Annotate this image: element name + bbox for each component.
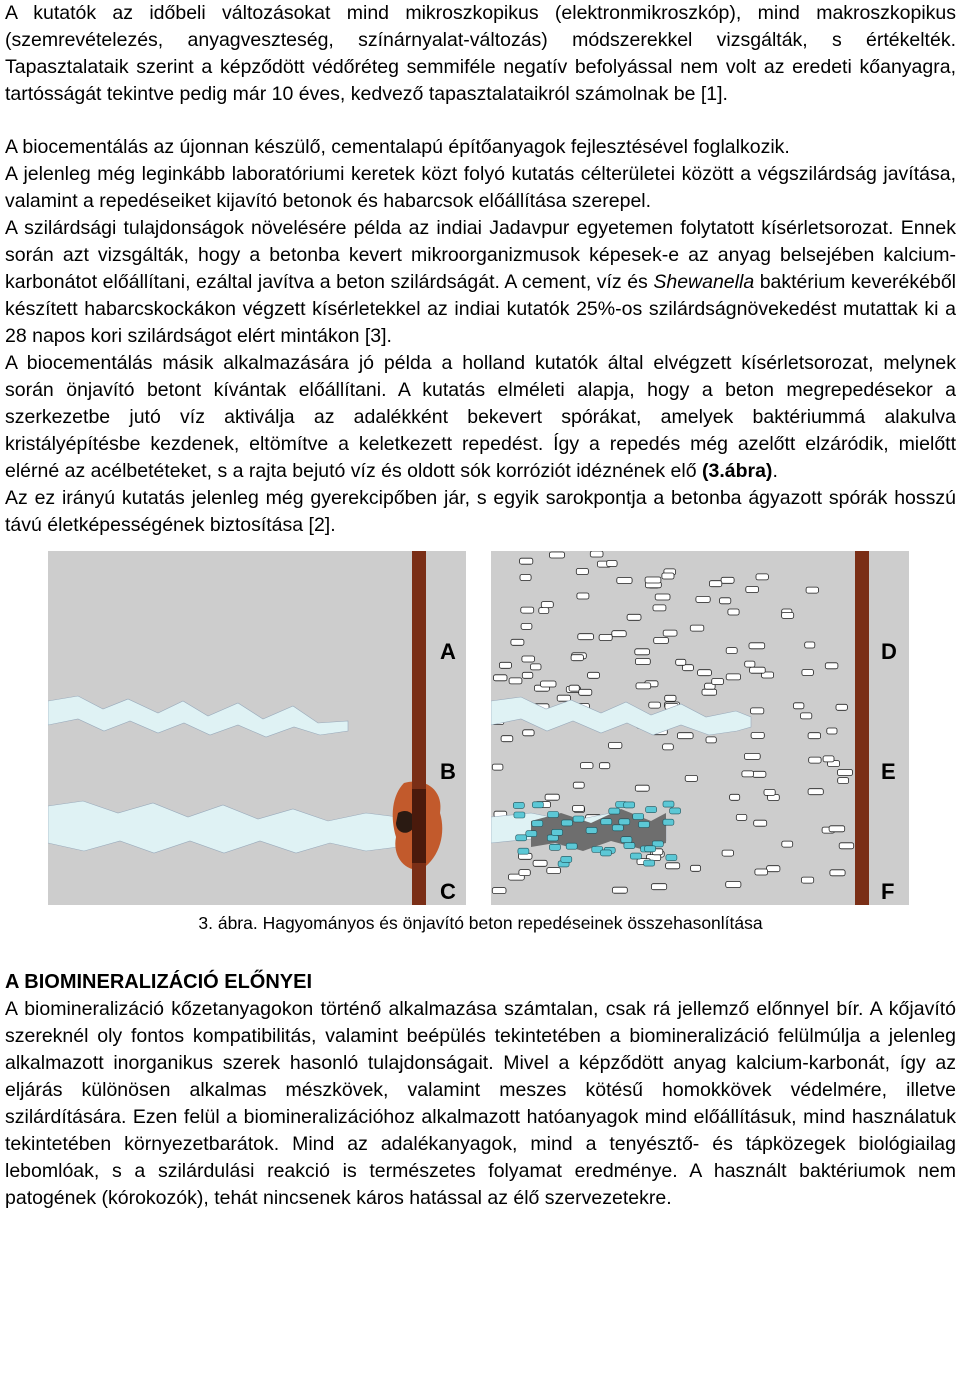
label-d: D [881, 639, 897, 664]
spore [545, 794, 559, 800]
spore [636, 683, 651, 689]
italic-species: Shewanella [653, 271, 755, 293]
spore [522, 672, 533, 678]
spore [800, 713, 811, 719]
calcite-crystal [513, 802, 524, 808]
spore [793, 703, 804, 709]
paragraph-biocementation-lab: A jelenleg még leginkább laboratóriumi keretek közt folyó kutatás célterületei között a végszilárdság javítása, valamint a repedéseiket kijavító betonok és habarcsok előállítása szerepel. [5, 163, 956, 212]
spore [754, 820, 767, 826]
spore [720, 598, 731, 604]
spore [578, 634, 594, 640]
calcite-crystal [586, 827, 597, 833]
spore [721, 577, 734, 583]
spacer [5, 108, 956, 134]
paragraph-evaluation: A kutatók az időbeli változásokat mind mikroszkopikus (elektronmikroszkóp), mind makroszkopikus (szemrevételezés, anyagveszteség, színárnyalat-változás) módszerekkel vizsgálták, s értékelték. Tapasztalataik szerint a képződött védőréteg semmiféle negatív befolyással nem volt az eredeti kőanyagra, tartósságát tekintve pedig már 10 éves, kedvező tapasztalataikról számolnak be [1]. [5, 2, 956, 105]
spore [663, 744, 674, 750]
paragraph-holland-experiment [5, 350, 956, 485]
calcite-crystal [561, 856, 572, 862]
spore [702, 689, 717, 695]
spore [730, 794, 740, 800]
spore [825, 663, 838, 669]
spore [696, 596, 710, 602]
spore [627, 614, 641, 620]
spore [653, 605, 666, 611]
spore [806, 587, 818, 593]
spore [599, 763, 609, 769]
spore [685, 775, 697, 781]
spore [767, 866, 780, 872]
calcite-crystal [644, 860, 655, 866]
spore [541, 681, 557, 687]
spore [836, 704, 847, 710]
spore [722, 850, 733, 856]
rebar-corroded [412, 789, 426, 863]
spore [736, 814, 747, 820]
panel-conventional-drawing [48, 551, 466, 905]
spore [520, 575, 531, 581]
spore [726, 882, 741, 888]
panel-self-healing-drawing [491, 551, 909, 905]
paragraph-advantages: A biomineralizáció kőzetanyagokon történő alkalmazása számtalan, csak rá jellemző előnnyel bír. A kőjavító szereknél oly fontos kompatibilitás, valamint beépülés tekintetében a biomineralizáció felülmúlja a jelenleg alkalmazott inorganikus szerek hasonló tulajdonságait. Mivel a képződött anyag kalcium-karbonát, így az eljárás különösen alkalmas mészkövek, valamint meszes kötésű homokkövek védelmére, illetve szilárdítására. Ezen felül a biomineralizációhoz alkalmazott hatóanyagok mind előállításuk, mind használatuk tekintetében környezetbarátok. Mind az adalékanyagok, mind a tenyésztő- és tápközegek biológiailag lebomlóak, s a szilárdulási reakció is természetes folyamat eredménye. A használt baktériumok nem patogének (kórokozók), tehát nincsenek káros hatással az élő szervezetekre. [5, 998, 956, 1209]
spore [838, 778, 849, 784]
spore [590, 551, 603, 557]
spore [655, 594, 670, 600]
spore [501, 736, 513, 742]
spore [665, 695, 676, 701]
calcite-crystal [624, 802, 635, 808]
spore [588, 672, 600, 678]
calcite-crystal [624, 843, 635, 849]
label-c: C [440, 879, 456, 904]
spore [830, 870, 845, 876]
spore [494, 675, 508, 681]
spore [726, 648, 737, 654]
spore [520, 558, 533, 564]
spore [712, 679, 724, 685]
spore [573, 806, 585, 812]
calcite-crystal [526, 831, 537, 837]
spore [782, 612, 794, 618]
figure-reference: (3.ábra) [701, 460, 773, 482]
spore [753, 771, 766, 777]
spore [492, 764, 503, 770]
calcite-crystal [566, 843, 577, 849]
calcite-crystal [645, 846, 656, 852]
spore [579, 689, 592, 695]
calcite-crystal [670, 808, 681, 814]
paragraph-india-experiment [5, 215, 956, 350]
calcite-crystal [562, 820, 573, 826]
figure-panel-conventional [48, 551, 466, 905]
spore [573, 782, 584, 788]
calcite-crystal [516, 835, 527, 841]
spore [645, 577, 661, 583]
spore [499, 662, 511, 668]
label-a: A [440, 639, 456, 664]
spore [756, 574, 768, 580]
spore [654, 638, 669, 644]
spore [709, 581, 721, 587]
spore [557, 695, 570, 701]
spore [541, 602, 553, 608]
text-run: baktérium keverékéből készített habarcskockákon végzett kísérletekkel az indiai kutatók 25%-os szilárdságnövekedést mutattak ki a 28 napos kori szilárdságot elért mintákon [3]. [5, 271, 956, 347]
spore [802, 670, 814, 676]
spore [829, 826, 845, 832]
spore [651, 884, 666, 890]
spore [522, 656, 535, 662]
spore [580, 763, 593, 769]
spore [607, 561, 617, 567]
calcite-crystal [663, 819, 674, 825]
spore [521, 623, 532, 629]
spore [751, 732, 764, 738]
spore [726, 674, 740, 680]
section-heading: A BIOMINERALIZÁCIÓ ELŐNYEI [5, 971, 313, 993]
document-page [5, 0, 956, 1212]
figure-panel-self-healing [491, 551, 909, 905]
calcite-crystal [666, 855, 677, 861]
spore [509, 678, 522, 684]
label-f: F [881, 879, 895, 904]
spore [523, 730, 534, 736]
figure-3 [5, 539, 956, 969]
calcite-crystal [601, 819, 612, 825]
spore [839, 843, 854, 849]
spore [599, 635, 612, 641]
calcite-crystal [619, 819, 630, 825]
spore [492, 888, 506, 894]
text-run: A biocementálás másik alkalmazására jó példa a holland kutatók által elvégzett kísérletsorozat, melynek során önjavító betont kívántak előállítani. A kutatás elméleti alapja, hogy a beton megrepedésekor a szerkezetbe jutó víz aktiválja az adalékként bekevert spórákat, amelyek baktériummá alakulva kristályépítésbe kezdenek, eltömítve a keletkezett repedést. Így a repedés még azelőtt elzáródik, mielőtt elérné az acélbetéteket, s a rajta bejutó víz és oldott sók korróziót idéznének elő [5, 352, 956, 482]
calcite-crystal [547, 835, 558, 841]
spore [666, 863, 680, 869]
spore [823, 756, 834, 762]
spore [530, 664, 541, 670]
paragraph-biocementation-intro: A biocementálás az újonnan készülő, cementalapú építőanyagok fejlesztésével foglalkozik. [5, 136, 790, 158]
spore [533, 860, 547, 866]
spore [808, 789, 823, 795]
spore [577, 593, 589, 599]
paragraph-outlook: Az ez irányú kutatás jelenleg még gyerekcipőben jár, s egyik sarokpontja a betonba ágyazott spórák hosszú távú életképességének biztosítása [2]. [5, 487, 956, 536]
spore [744, 753, 760, 759]
spore [617, 578, 632, 584]
spore [677, 733, 693, 739]
spore [706, 737, 716, 743]
spore [749, 643, 765, 649]
spore [764, 789, 775, 795]
spore [698, 670, 712, 676]
spore [676, 659, 686, 665]
spore [750, 667, 766, 673]
spore [612, 887, 627, 893]
calcite-crystal [514, 812, 525, 818]
spore [808, 733, 821, 739]
spore [827, 728, 837, 734]
calcite-crystal [549, 844, 560, 850]
calcite-crystal [552, 829, 563, 835]
spore [691, 865, 701, 871]
calcite-crystal [532, 802, 543, 808]
calcite-crystal [621, 837, 632, 843]
calcite-crystal [532, 821, 543, 827]
calcite-crystal [633, 814, 644, 820]
spore [547, 868, 561, 874]
spore [571, 655, 583, 661]
spore [521, 607, 534, 613]
figure-caption: 3. ábra. Hagyományos és önjavító beton repedéseinek összehasonlítása [198, 913, 763, 933]
label-e: E [881, 759, 896, 784]
calcite-crystal [548, 812, 559, 818]
label-b: B [440, 759, 456, 784]
calcite-crystal [612, 825, 623, 831]
spore [755, 869, 768, 875]
calcite-crystal [518, 848, 529, 854]
spore [805, 642, 815, 648]
spore [728, 609, 739, 615]
rebar-right [855, 551, 869, 905]
spore [609, 742, 622, 748]
spore [635, 785, 649, 791]
spore [635, 659, 650, 665]
spore [612, 631, 626, 637]
spore [519, 870, 530, 876]
spore [751, 708, 764, 714]
spore [801, 877, 813, 883]
spore [662, 573, 674, 579]
spore [745, 661, 755, 667]
spore [550, 552, 565, 558]
spore [576, 569, 588, 575]
spore [511, 639, 524, 645]
spore [838, 770, 853, 776]
spore [649, 702, 661, 708]
spore [635, 649, 650, 655]
spore [539, 608, 549, 614]
spore [782, 841, 793, 847]
calcite-crystal [639, 822, 650, 828]
text-run: A szilárdsági tulajdonságok növelésére példa az indiai Jadavpur egyetemen folytatott kísérletsorozat. Ennek során azt vizsgálták, hogy a betonba kevert mikroorganizmusok képesek-e az anyag belsejében kalcium-karbonátot előállítani, ezáltal javítva a beton szilárdságát. A cement, víz és [5, 217, 956, 293]
calcite-crystal [573, 816, 584, 822]
spore [809, 757, 821, 763]
text-run: . [772, 460, 778, 482]
spore [690, 625, 704, 631]
calcite-crystal [630, 853, 641, 859]
spore [746, 587, 759, 593]
calcite-crystal [646, 807, 657, 813]
spore [663, 630, 677, 636]
calcite-crystal [663, 801, 674, 807]
spore [742, 771, 754, 777]
calcite-crystal [609, 808, 620, 814]
spore [569, 685, 579, 691]
calcite-crystal [600, 850, 611, 856]
